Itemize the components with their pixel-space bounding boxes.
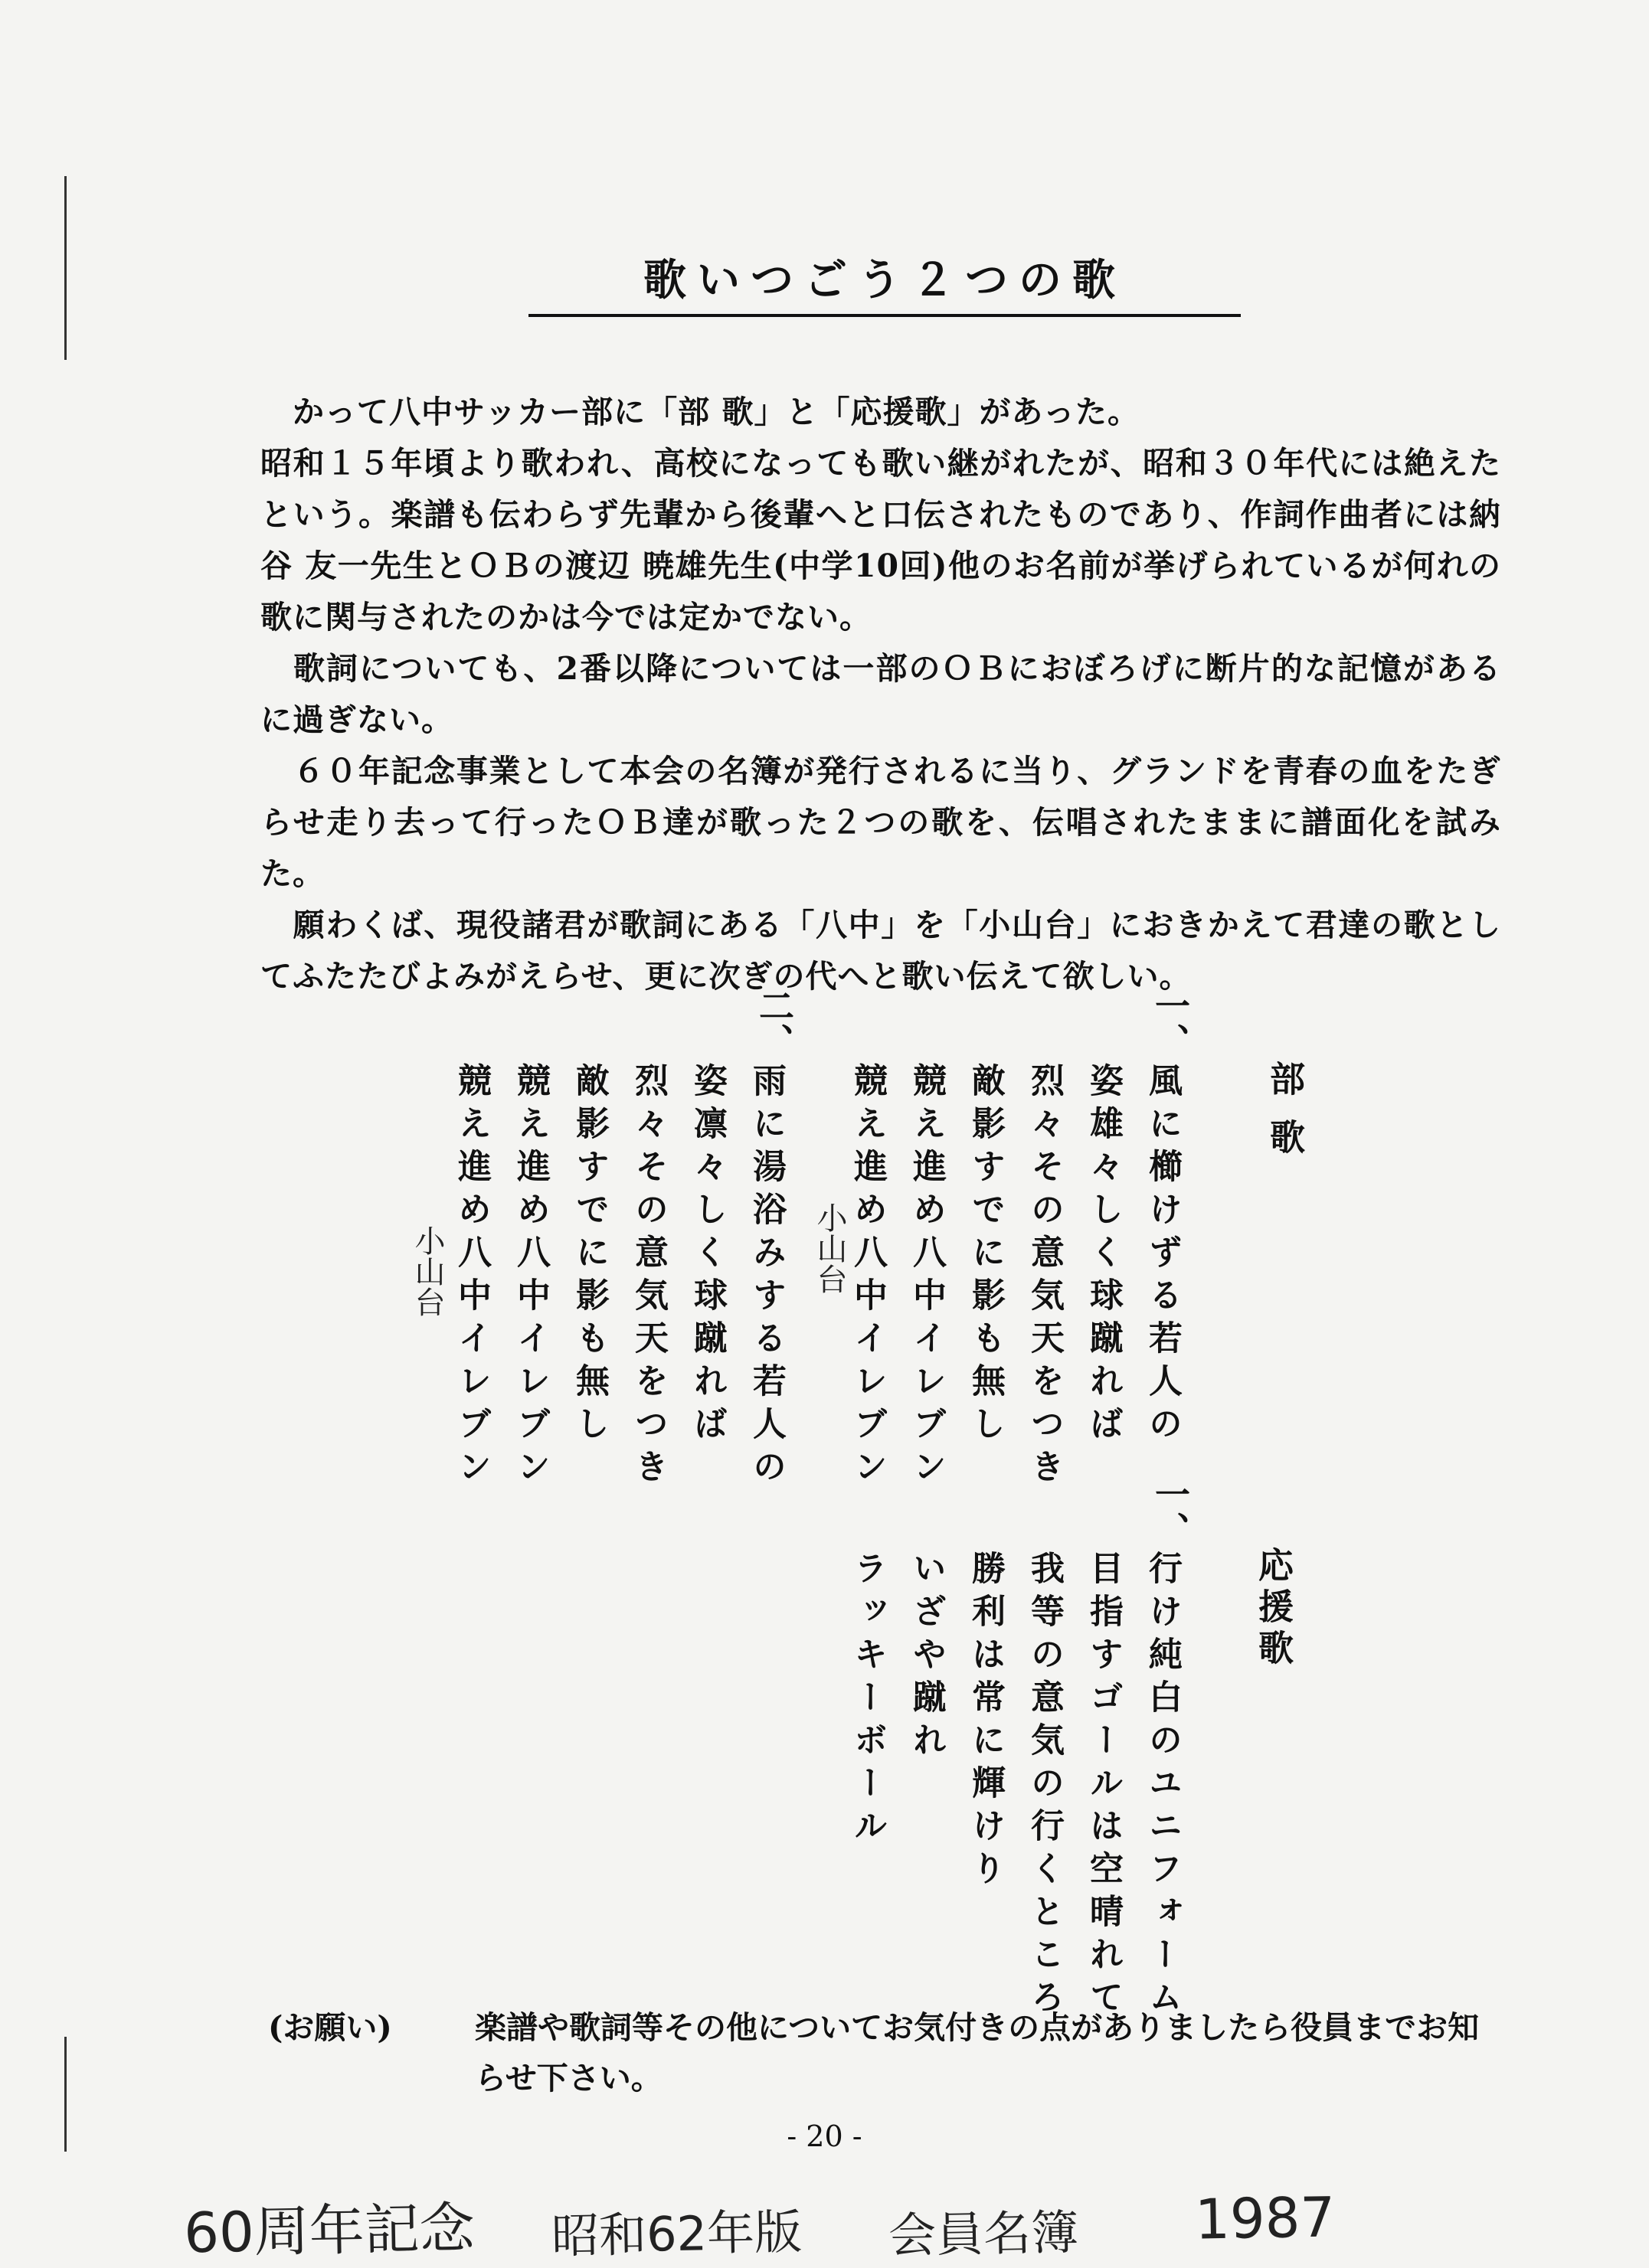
lyric-line: 敵影すでに影も無し	[966, 1063, 1005, 1449]
handwritten-correction: 小山台	[812, 1202, 847, 1294]
lyric-line: 競え進め八中イレブン	[452, 1063, 491, 1492]
lyric-line: いざや蹴れ	[907, 1551, 946, 1765]
lyric-line: 勝利は常に輝けり	[966, 1551, 1005, 1894]
handwriting-year: 1987	[1194, 2185, 1336, 2252]
lyric-line: 姿雄々しく球蹴れば	[1084, 1063, 1123, 1449]
intro-paragraph: かって八中サッカー部に「部 歌」と「応援歌」があった。	[260, 394, 1140, 430]
cheer-song-heading: 応援歌	[1253, 1547, 1294, 1671]
lyric-line: 雨に湯浴みする若人の	[747, 1063, 786, 1492]
lyric-line: 我等の意気の行くところ	[1025, 1551, 1064, 2022]
lyric-line: 烈々その意気天をつき	[629, 1063, 668, 1492]
margin-line-top	[64, 176, 67, 360]
page-title: 歌いつごう２つの歌	[528, 247, 1241, 317]
handwriting-edition: 昭和62年版	[551, 2204, 803, 2264]
lyric-line: 風に櫛けずる若人の	[1143, 1063, 1182, 1449]
note-text: 楽譜や歌詞等その他についてお気付きの点がありましたら役員までお知らせ下さい。	[475, 2009, 1480, 2096]
lyric-line: 敵影すでに影も無し	[570, 1063, 609, 1449]
lyric-line: 烈々その意気天をつき	[1025, 1063, 1064, 1492]
lyric-line: 行け純白のユニフォーム	[1143, 1551, 1182, 2022]
intro-text	[260, 387, 1501, 1002]
intro-paragraph: 願わくば、現役諸君が歌詞にある「八中」を「小山台」におきかえて君達の歌としてふたたびよみがえらせ、更に次ぎの代へと歌い伝えて欲しい。	[260, 907, 1501, 995]
lyric-line: 姿凛々しく球蹴れば	[688, 1063, 727, 1449]
page-number: - 20 -	[787, 2119, 862, 2153]
cheer-song-verse1-number: 一、	[1150, 1476, 1191, 1547]
lyric-line: 目指すゴールは空晴れて	[1084, 1551, 1123, 2022]
lyric-line: 競え進め八中イレブン	[511, 1063, 550, 1492]
club-song-verse2-number: 二、	[754, 988, 795, 1058]
lyric-line: 競え進め八中イレブン	[848, 1063, 887, 1492]
handwriting-anniversary: 60周年記念	[183, 2195, 476, 2266]
intro-paragraph: 昭和１５年頃より歌われ、高校になっても歌い継がれたが、昭和３０年代には絶えたという。楽譜も伝わらず先輩から後輩へと口伝されたものであり、作詞作曲者には納谷 友一先生とＯＢの渡辺 暁雄先生(中学10回)他のお名前が挙げられているが何れの歌に関与されたのかは今では定かでない。	[260, 445, 1501, 636]
intro-paragraph: 歌詞についても、2番以降については一部のＯＢにおぼろげに断片的な記憶があるに過ぎない。	[260, 650, 1501, 738]
note-label: (お願い)	[268, 2009, 392, 2046]
club-song-heading: 部歌	[1265, 1060, 1306, 1177]
lyric-line: ラッキーボール	[848, 1551, 887, 1851]
lyric-line: 競え進め八中イレブン	[907, 1063, 946, 1492]
handwritten-correction: 小山台	[410, 1225, 445, 1317]
intro-paragraph: ６０年記念事業として本会の名簿が発行されるに当り、グランドを青春の血をたぎらせ走り去って行ったＯＢ達が歌った２つの歌を、伝唱されたままに譜面化を試みた。	[260, 753, 1501, 892]
club-song-verse1-number: 一、	[1150, 988, 1191, 1058]
handwriting-directory: 会員名簿	[888, 2204, 1079, 2264]
